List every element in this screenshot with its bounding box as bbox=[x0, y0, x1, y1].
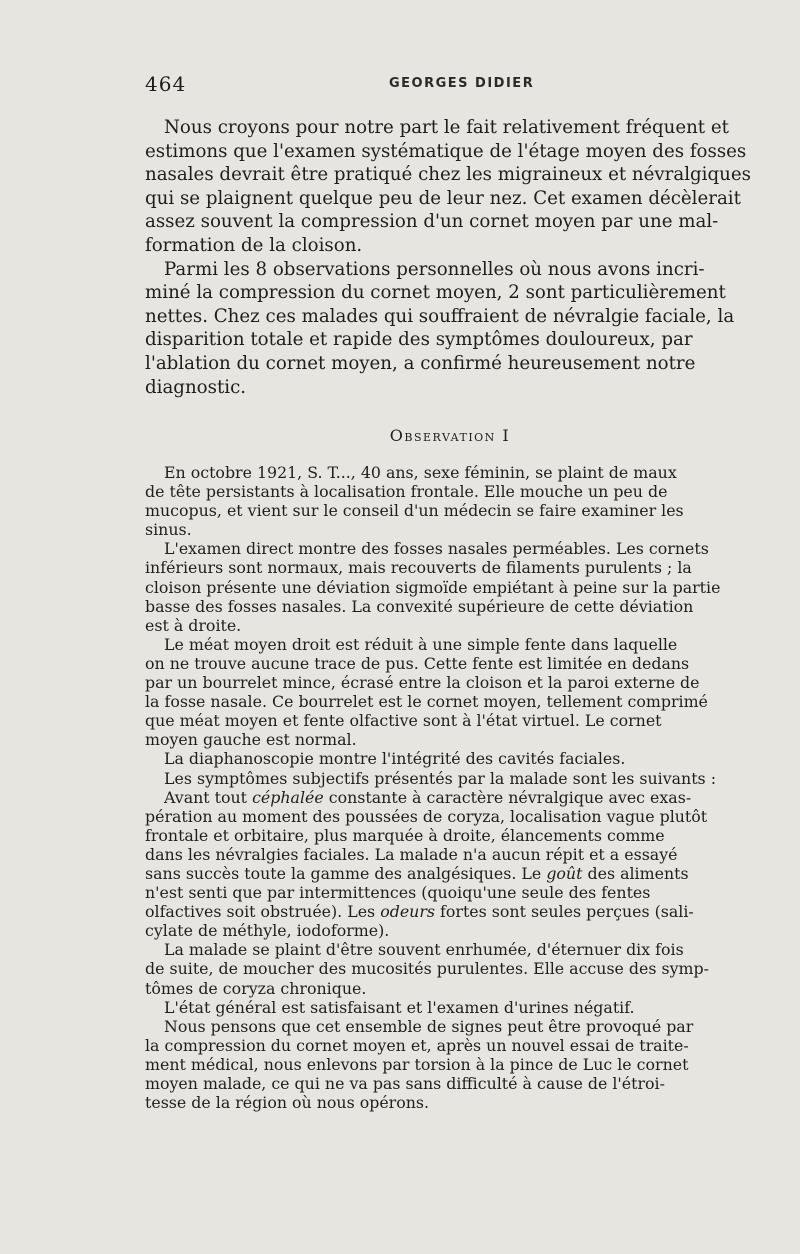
text-line: la compression du cornet moyen et, après un nouvel essai de traite- bbox=[145, 1035, 689, 1055]
text-line: L'examen direct montre des fosses nasales perméables. Les cornets bbox=[164, 539, 709, 559]
text-line: L'état général est satisfaisant et l'examen d'urines négatif. bbox=[164, 997, 635, 1017]
observation-text bbox=[145, 463, 755, 1112]
text-line: La malade se plaint d'être souvent enrhumée, d'éternuer dix fois bbox=[164, 940, 684, 960]
text-line: tômes de coryza chronique. bbox=[145, 978, 367, 998]
observation-heading: Observation I bbox=[389, 426, 511, 445]
text-line: Nous croyons pour notre part le fait relativement fréquent et bbox=[164, 117, 729, 138]
text-line: Le méat moyen droit est réduit à une simple fente dans laquelle bbox=[164, 634, 678, 654]
text-line: que méat moyen et fente olfactive sont à l'état virtuel. Le cornet bbox=[145, 711, 662, 731]
text-line: La diaphanoscopie montre l'intégrité des cavités faciales. bbox=[164, 749, 626, 769]
text-line: dans les névralgies faciales. La malade n'a aucun répit et a essayé bbox=[145, 844, 678, 864]
text-line: tesse de la région où nous opérons. bbox=[145, 1093, 430, 1113]
text-run: des aliments bbox=[587, 863, 689, 883]
text-line: Parmi les 8 observations personnelles où nous avons incri- bbox=[164, 258, 705, 280]
text-line: cylate de méthyle, iodoforme). bbox=[145, 921, 390, 941]
emphasis: céphalée bbox=[252, 787, 324, 807]
text-line: de suite, de moucher des mucosités purulentes. Elle accuse des symp- bbox=[145, 959, 709, 979]
text-line: nettes. Chez ces malades qui souffraient de névralgie faciale, la bbox=[145, 305, 735, 327]
text-line bbox=[145, 864, 755, 883]
page-number: 464 bbox=[145, 72, 187, 96]
text-line: sinus. bbox=[145, 520, 192, 540]
text-run: sans succès toute la gamme des analgésiques. Le bbox=[145, 863, 542, 883]
text-line: on ne trouve aucune trace de pus. Cette fente est limitée en dedans bbox=[145, 653, 690, 673]
text-line: assez souvent la compression d'un cornet moyen par une mal- bbox=[145, 211, 719, 233]
text-line: nasales devrait être pratiqué chez les migraineux et névralgiques bbox=[145, 164, 751, 186]
text-run: fortes sont seules perçues (sali- bbox=[440, 902, 694, 922]
text-line: cloison présente une déviation sigmoïde empiétant à peine sur la partie bbox=[145, 577, 721, 597]
text-line: moyen gauche est normal. bbox=[145, 730, 357, 750]
text-line: moyen malade, ce qui ne va pas sans difficulté à cause de l'étroi- bbox=[145, 1074, 665, 1093]
text-line: disparition totale et rapide des symptômes douloureux, par bbox=[145, 329, 693, 351]
text-line: Nous pensons que cet ensemble de signes peut être provoqué par bbox=[164, 1016, 694, 1036]
text-line: qui se plaignent quelque peu de leur nez. Cet examen décèlerait bbox=[145, 187, 741, 209]
text-line: n'est senti que par intermittences (quoiqu'une seule des fentes bbox=[145, 883, 651, 903]
text-run: olfactives soit obstruée). Les bbox=[145, 902, 376, 922]
text-line: la fosse nasale. Ce bourrelet est le cornet moyen, tellement comprimé bbox=[145, 692, 708, 712]
text-line: diagnostic. bbox=[145, 376, 247, 398]
text-line: En octobre 1921, S. T..., 40 ans, sexe féminin, se plaint de maux bbox=[164, 463, 677, 482]
text-line: miné la compression du cornet moyen, 2 sont particulièrement bbox=[145, 282, 726, 304]
text-line: ment médical, nous enlevons par torsion à la pince de Luc le cornet bbox=[145, 1054, 689, 1074]
text-run: Avant tout bbox=[164, 787, 248, 807]
text-line: inférieurs sont normaux, mais recouverts de filaments purulents ; la bbox=[145, 558, 692, 578]
text-line bbox=[145, 902, 755, 921]
running-head: GEORGES DIDIER bbox=[389, 76, 535, 91]
text-line: basse des fosses nasales. La convexité supérieure de cette déviation bbox=[145, 596, 694, 616]
text-line: est à droite. bbox=[145, 615, 242, 635]
text-line: de tête persistants à localisation frontale. Elle mouche un peu de bbox=[145, 482, 668, 502]
text-line: mucopus, et vient sur le conseil d'un médecin se faire examiner les bbox=[145, 501, 684, 521]
text-line: Les symptômes subjectifs présentés par la malade sont les suivants : bbox=[164, 768, 717, 788]
emphasis: goût bbox=[546, 863, 583, 883]
text-run: constante à caractère névralgique avec exas- bbox=[328, 787, 692, 807]
text-line: estimons que l'examen systématique de l'étage moyen des fosses bbox=[145, 140, 747, 162]
page-header bbox=[145, 72, 755, 98]
text-line: formation de la cloison. bbox=[145, 234, 363, 256]
text-line bbox=[145, 788, 755, 807]
text-line: par un bourrelet mince, écrasé entre la cloison et la paroi externe de bbox=[145, 673, 700, 693]
text-line: frontale et orbitaire, plus marquée à droite, élancements comme bbox=[145, 825, 665, 845]
text-line: l'ablation du cornet moyen, a confirmé heureusement notre bbox=[145, 352, 696, 374]
text-line: pération au moment des poussées de coryza, localisation vague plutôt bbox=[145, 806, 708, 826]
emphasis: odeurs bbox=[380, 902, 436, 922]
intro-paragraphs bbox=[145, 116, 755, 399]
